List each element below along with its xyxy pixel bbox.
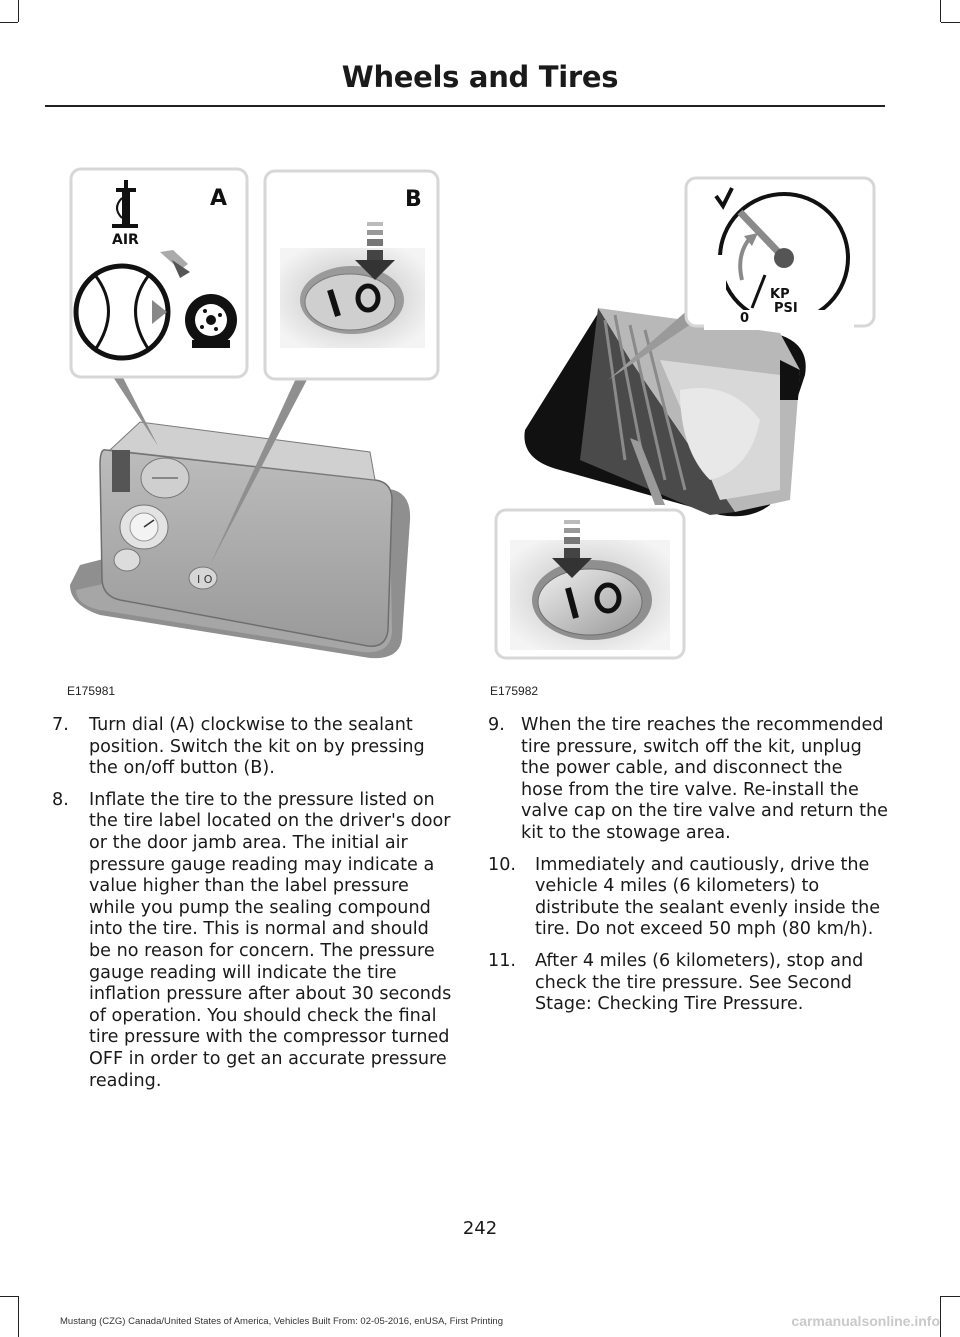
crop-mark [0,22,18,23]
step-number: 7. [52,715,69,735]
step-text: Inflate the tire to the pressure listed on the tire label located on the driver's door or the door jamb area. The initial air pressure gauge reading may indicate a value higher than the label pressure while you pump the sealing compound into the tire. This is normal and should be no reason for concern. The pressure gauge reading will indicate the tire inflation pressure after about 30 seconds of operation. You should check the final tire pressure with the compressor turned OFF in order to get an accurate pressure reading. [89,789,452,1091]
step-text: When the tire reaches the recommended tire pressure, switch off the kit, unplug the power cable, and disconnect the hose from the tire valve. Re-install the valve cap on the tire valve and return the kit to the stowage area. [521,715,889,843]
svg-text:PSI: PSI [774,301,798,316]
svg-text:B: B [405,187,422,212]
left-step-list [52,715,452,1102]
figure-right [480,160,900,705]
step-number: 9. [488,715,505,735]
step-number: 11. [488,950,516,971]
watermark: carmanualsonline.info [791,1313,940,1329]
crop-mark [18,1296,19,1337]
right-step-list [488,715,888,1026]
list-item [488,715,888,845]
step-number: 10. [488,854,516,875]
sealant-kit-illustration [40,160,460,705]
step-text: Turn dial (A) clockwise to the sealant position. Switch the kit on by pressing the on/off button (B). [89,715,425,779]
list-item [52,715,452,780]
step-number: 8. [52,789,69,810]
crop-mark [941,1296,960,1297]
crop-mark [0,1296,18,1297]
svg-text:AIR: AIR [112,232,139,248]
step-text: Immediately and cautiously, drive the vehicle 4 miles (6 kilometers) to distribute the sealant evenly inside the tire. Do not exceed 50 mph (80 km/h). [535,854,881,940]
figure-code: E175982 [490,684,539,698]
figure-left [40,160,460,705]
step-text: After 4 miles (6 kilometers), stop and check the tire pressure. See Second Stage: Checking Tire Pressure. [535,950,864,1015]
crop-mark [940,0,941,22]
svg-text:0: 0 [740,311,750,326]
svg-text:KP: KP [770,287,790,302]
svg-text:I O: I O [197,573,213,586]
page-title: Wheels and Tires [341,60,619,94]
svg-text:A: A [210,186,228,211]
list-item [52,790,452,1092]
page-number: 242 [462,1218,498,1239]
crop-mark [18,0,19,22]
crop-mark [940,1296,941,1337]
list-item [488,951,888,1016]
figure-code: E175981 [67,684,116,698]
header-divider [45,105,885,107]
crop-mark [941,22,960,23]
pressure-gauge-illustration [480,160,900,705]
footer-note: Mustang (CZG) Canada/United States of America, Vehicles Built From: 02-05-2016, enUSA, First Printing [60,1316,503,1327]
list-item [488,855,888,941]
